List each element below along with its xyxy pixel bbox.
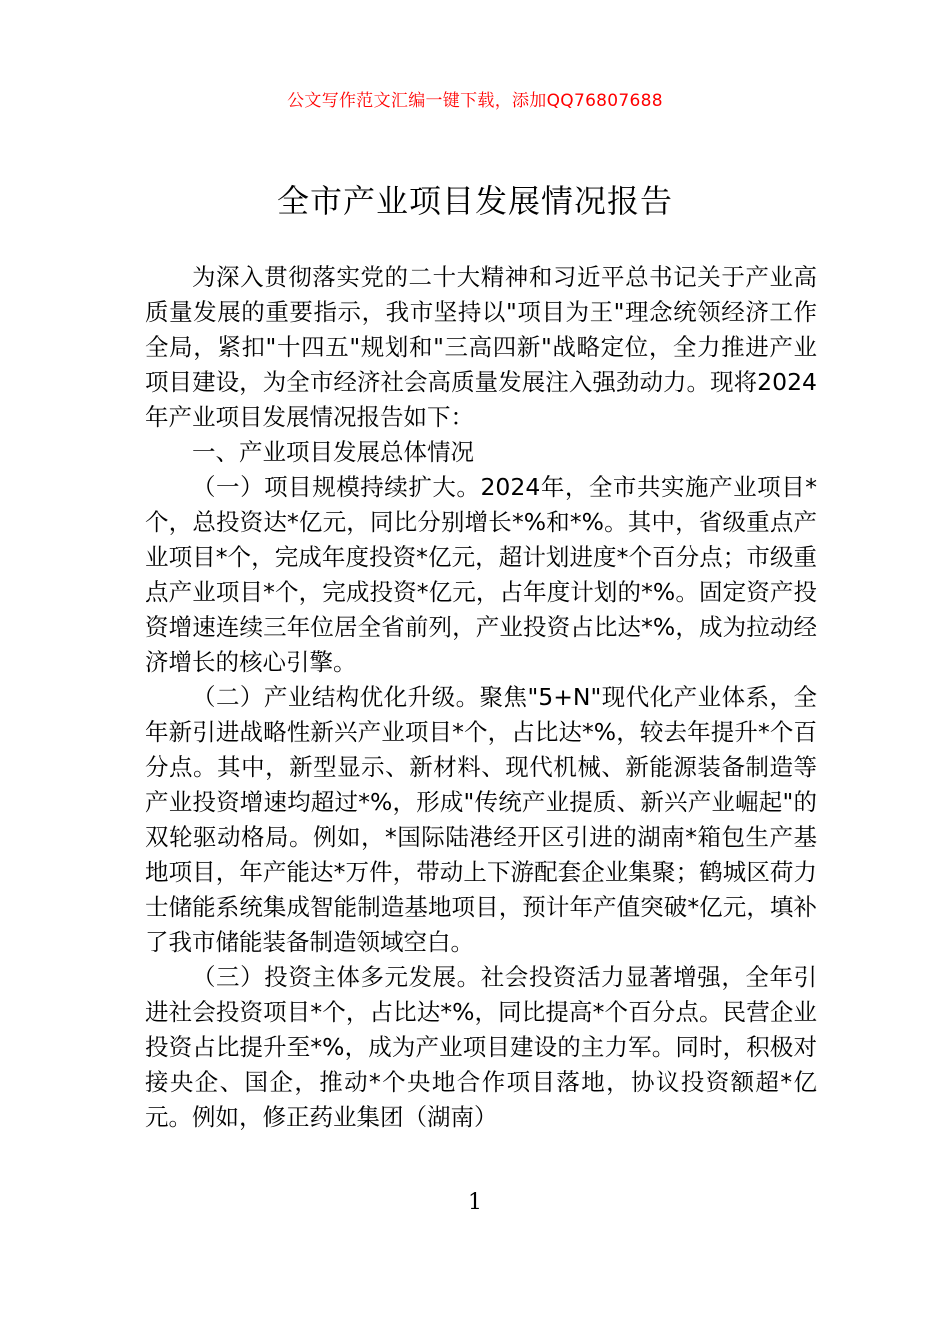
document-title: 全市产业项目发展情况报告 [276,182,673,220]
paragraph-item: （三）投资主体多元发展。社会投资活力显著增强，全年引进社会投资项目*个，占比达*%，同比提高*个百分点。民营企业投资占比提升至*%，成为产业项目建设的主力军。同时，积极对接央企、国企，推动*个央地合作项目落地，协议投资额超*亿元。例如，修正药业集团（湖南） [145,963,817,1131]
page-number: 1 [468,1190,482,1215]
document-body [145,260,817,1135]
paragraph-item: （一）项目规模持续扩大。2024年，全市共实施产业项目*个，总投资达*亿元，同比分别增长*%和*%。其中，省级重点产业项目*个，完成年度投资*亿元，超计划进度*个百分点；市级重点产业项目*个，完成投资*亿元，占年度计划的*%。固定资产投资增速连续三年位居全省前列，产业投资占比达*%，成为拉动经济增长的核心引擎。 [145,473,817,676]
section-heading: 一、产业项目发展总体情况 [192,438,474,466]
promo-banner: 公文写作范文汇编一键下载，添加QQ76807688 [287,91,663,111]
intro-paragraph: 为深入贯彻落实党的二十大精神和习近平总书记关于产业高质量发展的重要指示，我市坚持以"项目为王"理念统领经济工作全局，紧扣"十四五"规划和"三高四新"战略定位，全力推进产业项目建设，为全市经济社会高质量发展注入强劲动力。现将2024年产业项目发展情况报告如下： [145,263,817,431]
paragraph-item: （二）产业结构优化升级。聚焦"5+N"现代化产业体系，全年新引进战略性新兴产业项目*个，占比达*%，较去年提升*个百分点。其中，新型显示、新材料、现代机械、新能源装备制造等产业投资增速均超过*%，形成"传统产业提质、新兴产业崛起"的双轮驱动格局。例如，*国际陆港经开区引进的湖南*箱包生产基地项目，年产能达*万件，带动上下游配套企业集聚；鹤城区荷力士储能系统集成智能制造基地项目，预计年产值突破*亿元，填补了我市储能装备制造领域空白。 [145,683,817,956]
